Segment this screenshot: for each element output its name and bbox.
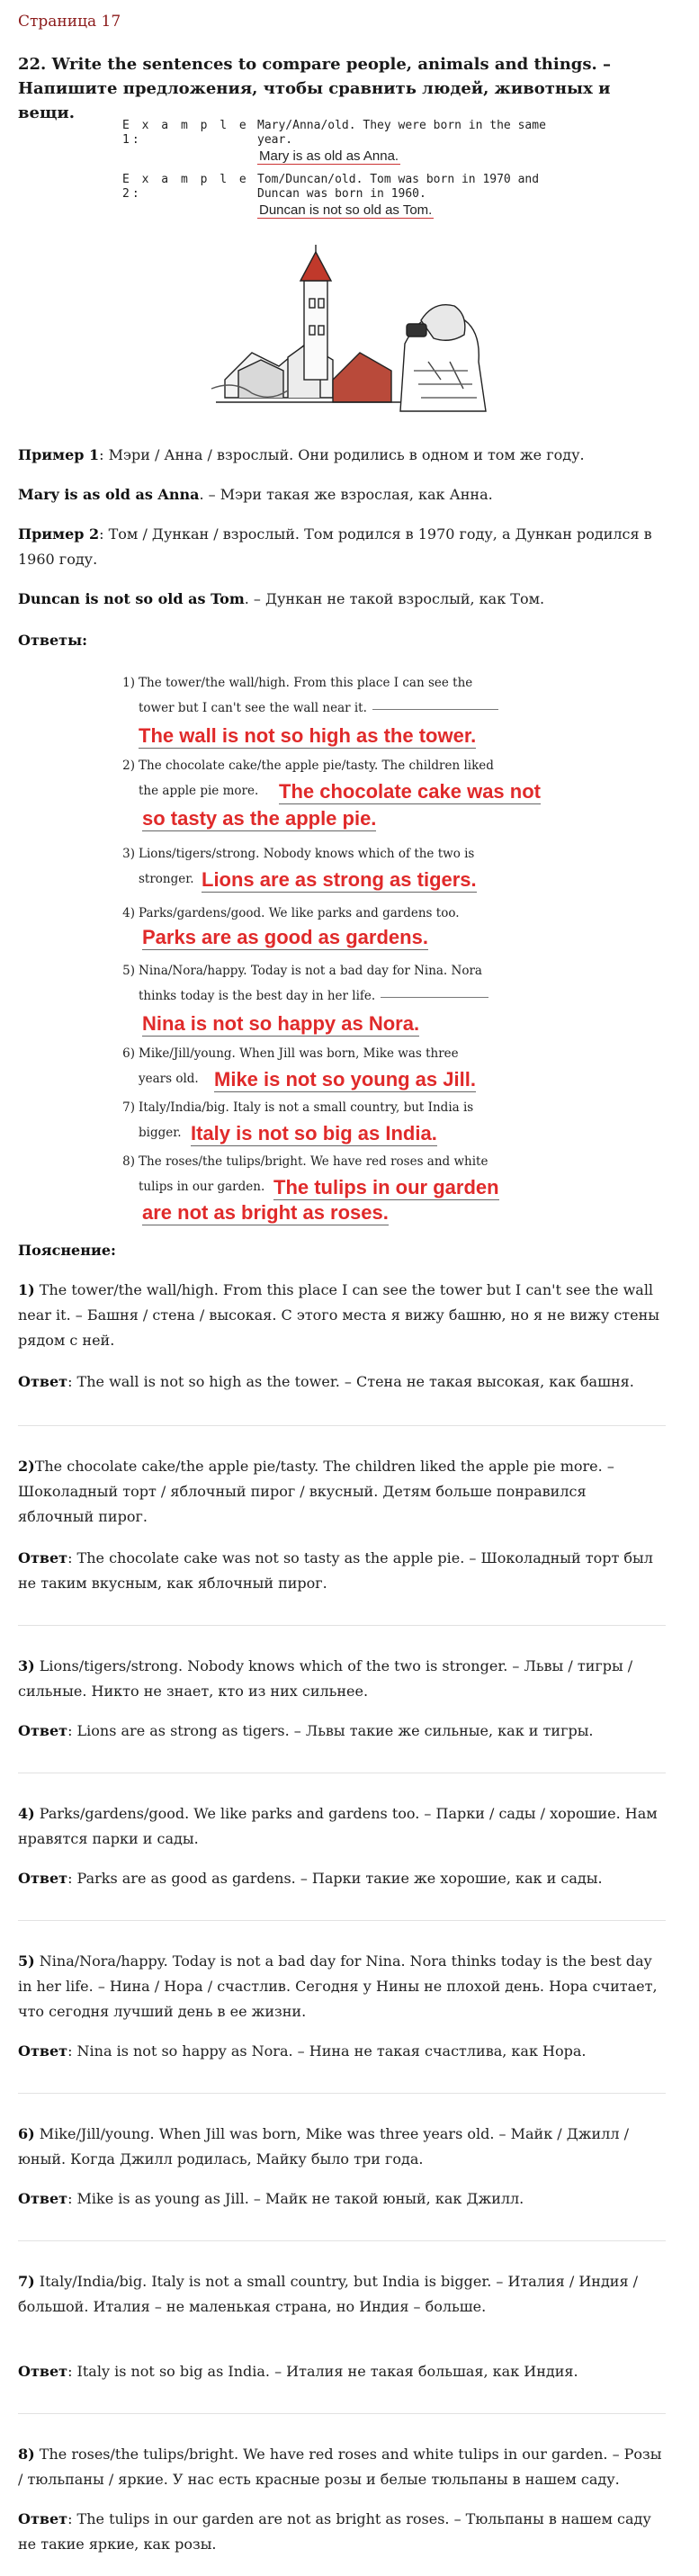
example-label: E x a m p l e 1: — [122, 119, 249, 147]
explanation-5-task: 5) Nina/Nora/happy. Today is not a bad day for Nina. Nora thinks today is the best day in her life. – Нина / Нора / счастлив. Сегодня у Нины не плохой день. Нора считает, что сегодня лучший день в ее жизни. — [18, 1952, 658, 2020]
example-text: Tom/Duncan/old. Tom was born in 1970 and Duncan was born in 1960. — [257, 173, 540, 201]
handwritten-answer-8b: are not as bright as roses. — [142, 1201, 389, 1224]
exercise-item-1: 1) The tower/the wall/high. From this place I can see the tower but I can't see the wall near it. — [115, 670, 565, 721]
example-text: Mary/Anna/old. They were born in the same year. — [257, 119, 546, 147]
example-answer: Mary is as old as Anna. — [259, 148, 399, 164]
divider — [18, 2093, 666, 2094]
explanation-6-answer: Ответ: Mike is as young as Jill. – Майк не такой юный, как Джилл. — [18, 2190, 524, 2207]
explanation-5-answer: Ответ: Nina is not so happy as Nora. – Нина не такая счастлива, как Нора. — [18, 2042, 587, 2060]
example-2 — [122, 173, 590, 219]
explanation-heading: Пояснение: — [18, 1242, 116, 1259]
divider — [18, 2240, 666, 2241]
translation-example-2: Пример 2: Том / Дункан / взрослый. Том родился в 1970 году, а Дункан родился в 1960 году. — [18, 525, 652, 568]
explanation-2-task: 2)The chocolate cake/the apple pie/tasty. The children liked the apple pie more. – Шоколадный торт / яблочный пирог / вкусный. Детям больше понравился яблочный пирог. — [18, 1458, 614, 1525]
task-text: Write the sentences to compare people, animals and things. – Напишите предложения, чтобы сравнить людей, животных и вещи. — [18, 55, 612, 122]
exercise-item-4: 4) Parks/gardens/good. We like parks and gardens too. — [122, 906, 460, 920]
task-number: 22. — [18, 55, 47, 74]
handwritten-answer-1: The wall is not so high as the tower. — [139, 724, 477, 747]
task-heading — [18, 52, 666, 125]
handwritten-answer-4: Parks are as good as gardens. — [142, 926, 428, 948]
explanation-7-task: 7) Italy/India/big. Italy is not a small country, but India is bigger. – Италия / Индия / большой. Италия – не маленькая страна, но Индия – больше. — [18, 2273, 639, 2315]
handwritten-answer-7: Italy is not so big as India. — [191, 1122, 437, 1144]
handwritten-answer-2b: so tasty as the apple pie. — [142, 807, 377, 830]
exercise-item-5: 5) Nina/Nora/happy. Today is not a bad day for Nina. Nora thinks today is the best day in her life. — [115, 958, 565, 1009]
example-label: E x a m p l e 2: — [122, 173, 249, 201]
town-illustration — [198, 245, 495, 416]
explanation-7-answer: Ответ: Italy is not so big as India. – Италия не такая большая, как Индия. — [18, 2363, 578, 2380]
explanation-8-task: 8) The roses/the tulips/bright. We have red roses and white tulips in our garden. – Розы / тюльпаны / яркие. У нас есть красные розы и белые тюльпаны в нашем саду. — [18, 2446, 662, 2488]
exercise-item-7: 7) Italy/India/big. Italy is not a small country, but India is bigger. — [122, 1100, 474, 1140]
translation-answer-1: Mary is as old as Anna. – Мэри такая же взрослая, как Анна. — [18, 486, 493, 503]
divider — [18, 1625, 666, 1626]
exercise-item-2: 2) The chocolate cake/the apple pie/tasty. The children liked the apple pie more. — [122, 758, 494, 798]
explanation-1-answer: Ответ: The wall is not so high as the tower. – Стена не такая высокая, как башня. — [18, 1373, 634, 1390]
exercise-item-8: 8) The roses/the tulips/bright. We have red roses and white tulips in our garden. — [122, 1154, 488, 1194]
explanation-2-answer: Ответ: The chocolate cake was not so tasty as the apple pie. – Шоколадный торт был не таким вкусным, как яблочный пирог. — [18, 1549, 653, 1592]
example-answer: Duncan is not so old as Tom. — [259, 202, 433, 218]
explanation-1-task: 1) The tower/the wall/high. From this place I can see the tower but I can't see the wall near it. – Башня / стена / высокая. С этого места я вижу башню, но я не вижу стены рядом с ней. — [18, 1281, 659, 1349]
divider — [18, 2413, 666, 2414]
exercise-item-3: 3) Lions/tigers/strong. Nobody knows which of the two is stronger. — [122, 847, 475, 886]
handwritten-answer-2a: The chocolate cake was not — [279, 780, 541, 803]
explanation-4-task: 4) Parks/gardens/good. We like parks and gardens too. – Парки / сады / хорошие. Нам нравятся парки и сады. — [18, 1805, 658, 1847]
translation-example-1: Пример 1: Мэри / Анна / взрослый. Они родились в одном и том же году. — [18, 446, 585, 463]
explanation-3-task: 3) Lions/tigers/strong. Nobody knows which of the two is stronger. – Львы / тигры / сильные. Никто не знает, кто из них сильнее. — [18, 1657, 633, 1700]
divider — [18, 1425, 666, 1426]
explanation-6-task: 6) Mike/Jill/young. When Jill was born, Mike was three years old. – Майк / Джилл / юный. Когда Джилл родилась, Майку было три года. — [18, 2125, 629, 2168]
example-1 — [122, 119, 590, 165]
exercise-item-6: 6) Mike/Jill/young. When Jill was born, Mike was three years old. — [122, 1046, 459, 1086]
handwritten-answer-8a: The tulips in our garden — [273, 1176, 499, 1198]
handwritten-answer-5: Nina is not so happy as Nora. — [142, 1012, 420, 1035]
page-title: Страница 17 — [18, 13, 121, 31]
handwritten-answer-6: Mike is not so young as Jill. — [214, 1068, 476, 1091]
handwritten-answer-3: Lions are as strong as tigers. — [202, 868, 477, 891]
explanation-8-answer: Ответ: The tulips in our garden are not as bright as roses. – Тюльпаны в нашем саду не такие яркие, как розы. — [18, 2510, 651, 2553]
explanation-4-answer: Ответ: Parks are as good as gardens. – Парки такие же хорошие, как и сады. — [18, 1870, 603, 1887]
answers-heading: Ответы: — [18, 632, 88, 649]
explanation-3-answer: Ответ: Lions are as strong as tigers. – Львы такие же сильные, как и тигры. — [18, 1722, 594, 1739]
translation-answer-2: Duncan is not so old as Tom. – Дункан не такой взрослый, как Том. — [18, 590, 545, 607]
divider — [18, 1920, 666, 1921]
